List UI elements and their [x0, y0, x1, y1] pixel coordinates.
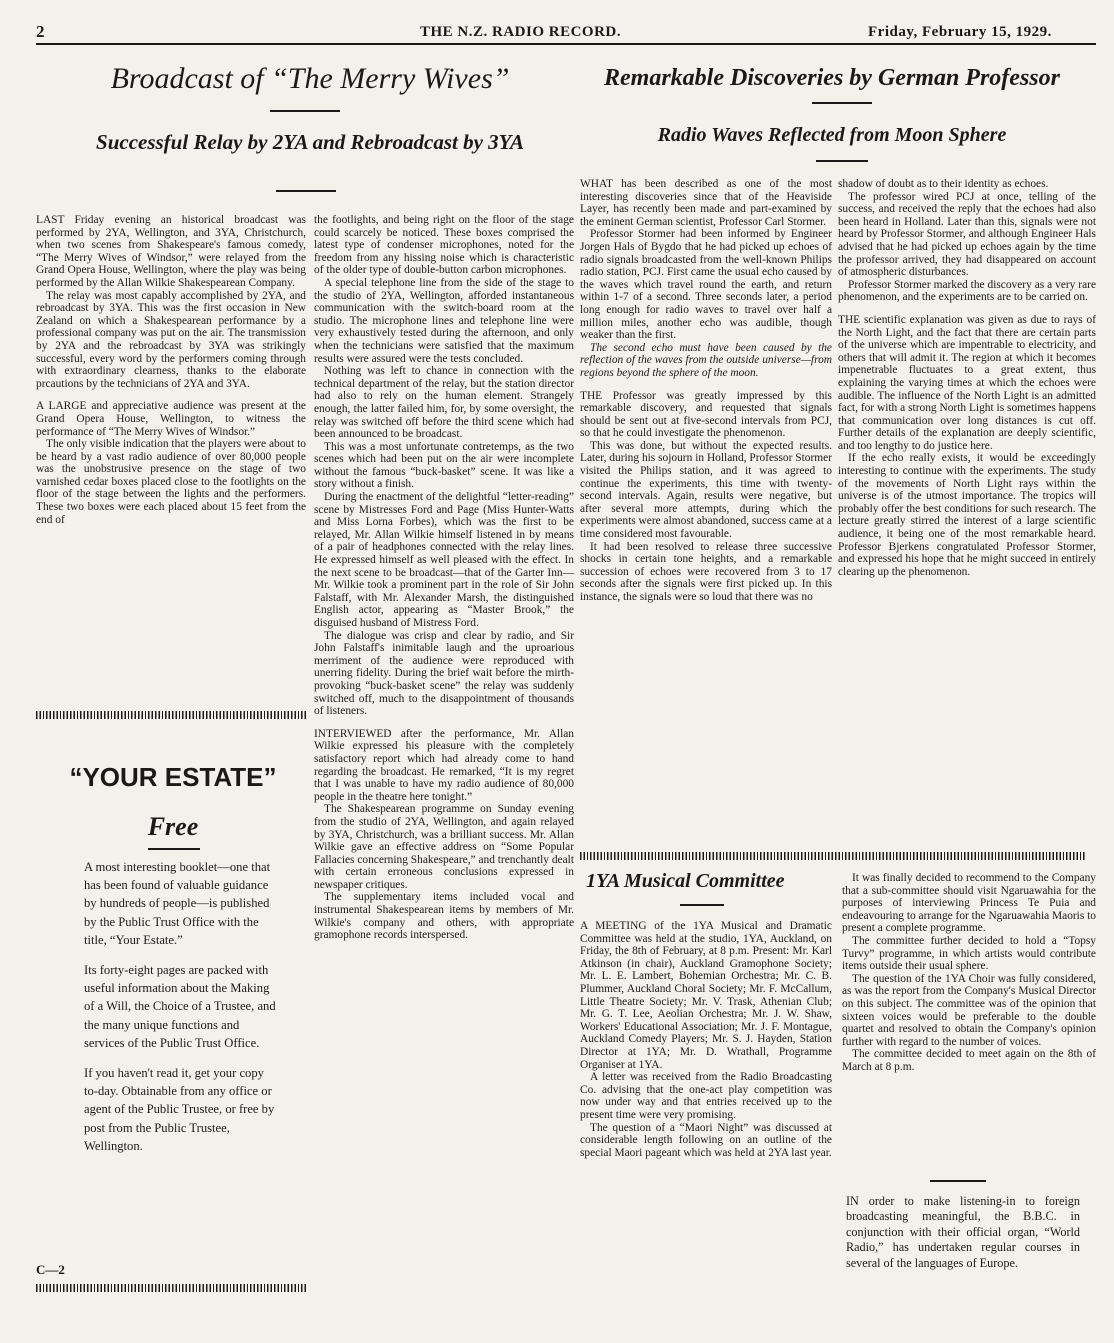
article3-paragraph: A MEETING of the 1YA Musical and Dramatic Committee was held at the studio, 1YA, Auckland, on Friday, the 8th of February, at 8 p.m. Present: Mr. Karl Atkinson (in chair), Auckland Gramophone Society; Mr. L. E. Lambert, Bohemian Orchestra; Mr. C. B. Plummer, Auckland Choral Society; Mr. F. McCallum, Little Theatre Society; Mr. V. Trask, Athenian Club; Mr. G. T. Lee, Aeolian Orchestra; Mr. J. W. Shaw, Workers' Educational Association; Mr. J. F. Montague, Auckland Comedy Players; Mr. S. J. Hayden, Station Director at 1YA; Mr. D. Wrathall, Programme Organiser at 1YA.: [580, 920, 832, 1071]
article1-head-rule: [270, 110, 340, 112]
article4-paragraph: IN order to make listening-in to foreign broadcasting meaningful, the B.B.C. in conjunction with their official organ, “World Radio,” has undertaken regular courses in several of the languages of Europe.: [846, 1194, 1080, 1270]
article3-column-2: [842, 872, 1096, 1180]
article1-paragraph: the footlights, and being right on the floor of the stage could scarcely be noticed. These boxes comprised the latest type of condenser microphones, noted for the freedom from any hissing noise which is characteristic of the older type of double-button carbon microphones.: [314, 214, 574, 277]
article2-headline: Remarkable Discoveries by German Professor: [604, 65, 1060, 91]
article1-paragraph: Nothing was left to chance in connection with the technical department of the relay, but the station director had also to rely on the human element. Strangely enough, the latter failed him, for, by some oversight, the relay was switched off before the third scene which had been announced to be broadcast.: [314, 365, 574, 441]
article2-paragraph: THE Professor was greatly impressed by this remarkable discovery, and requested that signals should be sent out at five-second intervals from PCJ, so that he could investigate the phenomenon.: [580, 389, 832, 440]
article1-paragraph: This was a most unfortunate contretemps, as the two scenes which had been put on the air were incomplete without the famous “buck-basket” scene. It was like a story without a finish.: [314, 440, 574, 491]
article2-column-2: [838, 178, 1096, 844]
ad-paragraph: Its forty-eight pages are packed with useful information about the Making of a Will, the Choice of a Trustee, and the many unique functions and services of the Public Trust Office.: [84, 963, 276, 1050]
article1-paragraph: The only visible indication that the players were about to be heard by a vast radio audience of over 80,000 people was the unobstrusive presence on the stage of two varnished cedar boxes placed close to the footlights on the floor of the stage between the lights and the performers. These two boxes were each placed about 15 feet from the end of: [36, 438, 306, 526]
article2-paragraph: Professor Stormer marked the discovery as a very rare phenomenon, and the experiments are to be carried on.: [838, 278, 1096, 304]
ad-code: C—2: [36, 1262, 65, 1277]
article3-paragraph: A letter was received from the Radio Broadcasting Co. advising that the one-act play competition was now under way and that entries received up to the present time were very promising.: [580, 1071, 832, 1121]
article1-paragraph: LAST Friday evening an historical broadcast was performed by 2YA, Wellington, and 3YA, Christchurch, when two scenes from Shakespeare's famous comedy, “The Merry Wives of Windsor,” were relayed from the Grand Opera House, Wellington, where the play was being performed by the Allan Wilkie Shakespearean Company.: [36, 214, 306, 289]
issue-date: Friday, February 15, 1929.: [868, 24, 1052, 40]
article2-paragraph: It had been resolved to release three successive shocks in certain tone heights, and a remarkable succession of echoes were recovered from 3 to 17 seconds after the signals were first picked up. In this instance, the signals were so loud that there was no: [580, 540, 832, 603]
ad-title: “YOUR ESTATE”: [69, 762, 277, 792]
article4-column: [846, 1194, 1080, 1304]
article2-paragraph: WHAT has been described as one of the most interesting discoveries since that of the Heaviside Layer, has recently been made and part-examined by the eminent German scientist, Professor Carl Stormer.: [580, 178, 832, 228]
ad-bottom-hatch: [36, 1284, 306, 1292]
ad-body: [84, 858, 276, 1258]
article1-paragraph: The Shakespearean programme on Sunday evening from the studio of 2YA, Wellington, and again relayed by 3YA, Christchurch, was a brilliant success. Mr. Allan Wilkie gave an effective address on “Some Popular Fallacies concerning Shakespeare,” and trenchantly dealt with certain erroneous conclusions expressed in newspaper critiques.: [314, 803, 574, 891]
article3-paragraph: The committee further decided to hold a “Topsy Turvy” programme, in which artists would contribute items outside their usual sphere.: [842, 934, 1096, 973]
article1-sub-rule: [276, 190, 336, 192]
article1-paragraph: The relay was most capably accomplished by 2YA, and rebroadcast by 3YA. This was the first occasion in New Zealand on which a Shakespearean performance by a professional company was put on the air. The transmission by 2YA and the rebroadcast by 3YA was strikingly successful, every word by the performers coming through with extraordinary clearness, thanks to the elaborate prcautions by the technicians of 2YA and 3YA.: [36, 289, 306, 390]
article3-paragraph: The committee decided to meet again on the 8th of March at 8 p.m.: [842, 1048, 1096, 1073]
article2-paragraph: The professor wired PCJ at once, telling of the success, and received the reply that the echoes had also been heard in Holland. Later than this, signals were not heard by Professor Stormer, and although Engineer Hals advised that he had picked up echoes again by the time the professor arrived, they had disappeared on account of atmospheric disturbances.: [838, 190, 1096, 279]
article1-paragraph: The dialogue was crisp and clear by radio, and Sir John Falstaff's inimitable laugh and the uproarious merriment of the audience were reproduced with unerring fidelity. During the brief wait before the mirth-provoking “buck-basket scene” the relay was suddenly switched off, much to the disappointment of thousands of listeners.: [314, 629, 574, 718]
ad-rule: [148, 848, 200, 850]
article1-headline: Broadcast of “The Merry Wives”: [110, 62, 510, 95]
article2-sub-rule: [816, 160, 868, 162]
column-divider-hatch: [36, 711, 306, 719]
masthead-rule: [36, 43, 1096, 45]
ad-paragraph: If you haven't read it, get your copy to-day. Obtainable from any office or agent of the Public Trustee, or free by post from the Public Trustee, Wellington.: [84, 1066, 275, 1153]
article2-paragraph: Professor Stormer had been informed by Engineer Jorgen Hals of Bygdo that he had picked up echoes of radio signals broadcasted from the well-known Philips radio station, PCJ. First came the usual echo caused by the waves which travel round the earth, and return within 1-7 of a second. Three seconds later, a period long enough for radio waves to travel over half a million miles, another echo was audible, though weaker than the first.: [580, 228, 832, 342]
article2-head-rule: [812, 102, 872, 104]
article3-head-rule: [680, 904, 724, 906]
article1-paragraph: The supplementary items included vocal and instrumental Shakespearean items by members of Mr. Wilkie's company and others, with appropriate gramophone records interspersed.: [314, 891, 574, 942]
article3-column-1: [580, 920, 832, 1300]
article1-subhead: Successful Relay by 2YA and Rebroadcast by 3YA: [96, 130, 524, 154]
article3-paragraph: The question of the 1YA Choir was fully considered, as was the report from the Company's Musical Director on this subject. The committee was of the opinion that sixteen voices would be preferable to the double quartet and resolved to obtain the Company's opinion further with regard to the number of voices.: [842, 972, 1096, 1048]
article1-column-2: [314, 214, 574, 1300]
page-number: 2: [36, 22, 45, 41]
ad-subtitle: Free: [147, 812, 199, 841]
article1-paragraph: During the enactment of the delightful “letter-reading” scene by Mistresses Ford and Page (Miss Hunter-Watts and Miss Lorna Forbes), which was the first to be relayed, Mr. Allan Wilkie himself listened in by means of a pair of headphones connected with the relay lines. He expressed himself as well pleased with the effect. In the next scene to be broadcast—that of the Garter Inn—Mr. Wilkie took a prominent part in the role of Sir John Falstaff, with Mr. Alexander Marsh, the distinguished English actor, appearing as “Master Brook,” the disguised husband of Mistress Ford.: [314, 491, 574, 629]
article4-top-rule: [930, 1180, 986, 1182]
article1-column-1: [36, 214, 306, 526]
article2-paragraph: THE scientific explanation was given as due to rays of the North Light, and the fact that there are certain parts of the universe which are impentrable to electricity, and others that will admit it. The region at which it becomes impenetrable fluctuates to a great extent, thus explaining the varying times at which the echoes were audible. The influence of the North Light is an admitted fact, for with a strong North Light is sometimes happens that communication over long distances is cut off. Further details of the explanation are deeply scientific, and too lengthy to do justice here.: [838, 313, 1096, 452]
article2-paragraph: The second echo must have been caused by the reflection of the waves from the outside universe—from regions beyond the sphere of the moon.: [580, 341, 832, 379]
article3-paragraph: It was finally decided to recommend to the Company that a sub-committee should visit Ngaruawahia for the purposes of interviewing Princess Te Puia and endeavouring to arrange for the Ngaruawahia Maoris to present a complete programme.: [842, 872, 1096, 935]
section-divider-hatch: [580, 852, 1086, 860]
publication-title: THE N.Z. RADIO RECORD.: [420, 24, 622, 40]
article1-paragraph: A LARGE and appreciative audience was present at the Grand Opera House, Wellington, to witness the performance of “The Merry Wives of Windsor.”: [36, 400, 306, 438]
article2-subhead: Radio Waves Reflected from Moon Sphere: [657, 124, 1007, 146]
article2-paragraph: If the echo really exists, it would be exceedingly interesting to continue with the experiments. The study of the movements of North Light rays within the universe is of the utmost importance. The tropics will probably offer the best conditions for such research. The lecture greatly stirred the interest of a large scientific audience, it being one of the most remarkable heard. Professor Bjerkens congratulated Professor Stormer, and expressed his hope that he might succeed in entirely clearing up the phenomenon.: [838, 452, 1096, 578]
ad-paragraph: A most interesting booklet—one that has been found of valuable guidance by hundreds of people—is published by the Public Trust Office with the title, “Your Estate.”: [84, 860, 271, 947]
article2-paragraph: This was done, but without the expected results. Later, during his sojourn in Holland, Professor Stormer visited the Philips station, and it was agreed to continue the experiments, this time with twenty-second intervals. Again, results were negative, but after several more attempts, during which the experiments were almost abandoned, success came at a time considered most favourable.: [580, 439, 832, 541]
article1-paragraph: A special telephone line from the side of the stage to the studio of 2YA, Wellington, afforded instantaneous communication with the switch-board room at the studio. The microphone lines and telephone line were very exhaustively tested during the afternoon, and only when the technicians were satisfied that the maximum results were assured were the tests concluded.: [314, 276, 574, 365]
article3-headline: 1YA Musical Committee: [586, 870, 785, 892]
article2-paragraph: shadow of doubt as to their identity as echoes.: [838, 178, 1049, 190]
article2-column-1: [580, 178, 832, 844]
article1-paragraph: INTERVIEWED after the performance, Mr. Allan Wilkie expressed his pleasure with the completely satisfactory report which had already come to hand regarding the broadcast. He remarked, “It is my regret that I was unable to have my radio audience of 80,000 people in the theatre here tonight.”: [314, 727, 574, 803]
article3-paragraph: The question of a “Maori Night” was discussed at considerable length following on an outline of the special Maori pageant which was held at 2YA last year.: [580, 1121, 832, 1159]
